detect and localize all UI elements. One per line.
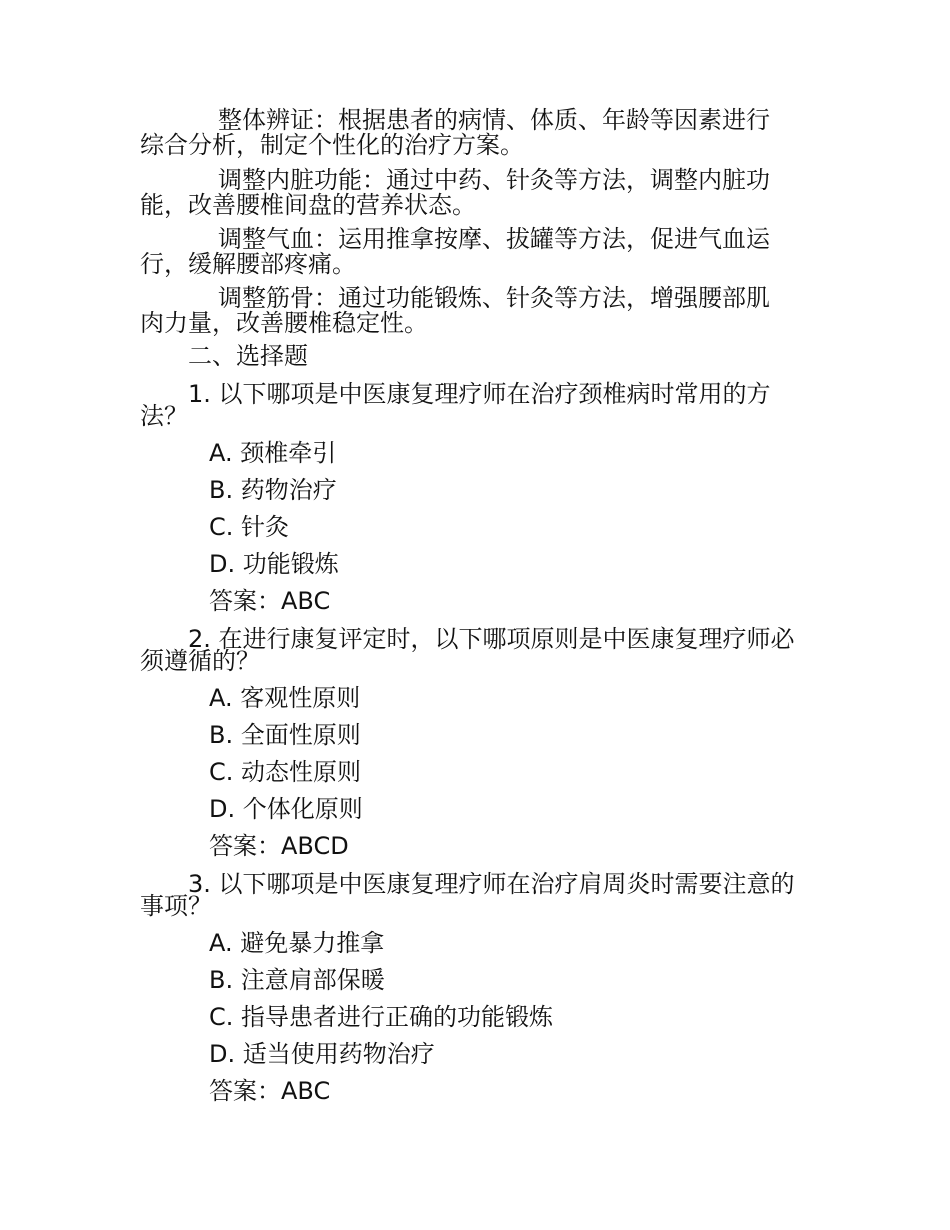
question-2-option-a: A. 客观性原则	[209, 684, 361, 712]
paragraph-organ-function	[140, 168, 820, 218]
question-1-option-b: B. 药物治疗	[209, 476, 337, 504]
question-1-option-a: A. 颈椎牵引	[209, 439, 337, 467]
question-1-option-c: C. 针灸	[209, 513, 290, 541]
paragraph-line: 行，缓解腰部疼痛。	[140, 250, 356, 278]
question-2-option-d: D. 个体化原则	[209, 795, 363, 823]
question-1	[140, 380, 830, 430]
paragraph-tendons-bones	[140, 286, 820, 336]
question-1-option-d: D. 功能锻炼	[209, 550, 339, 578]
paragraph-line: 综合分析，制定个性化的治疗方案。	[140, 131, 524, 159]
question-3-option-c: C. 指导患者进行正确的功能锻炼	[209, 1003, 554, 1031]
question-line: 须遵循的？	[140, 647, 260, 675]
question-2-option-c: C. 动态性原则	[209, 758, 362, 786]
paragraph-line: 调整筋骨：通过功能锻炼、针灸等方法，增强腰部肌	[218, 284, 770, 312]
question-2-answer: 答案：ABCD	[209, 832, 349, 860]
question-line: 3. 以下哪项是中医康复理疗师在治疗肩周炎时需要注意的	[188, 870, 795, 898]
question-3-option-b: B. 注意肩部保暖	[209, 966, 385, 994]
paragraph-line: 调整内脏功能：通过中药、针灸等方法，调整内脏功	[218, 166, 770, 194]
question-3-option-d: D. 适当使用药物治疗	[209, 1040, 435, 1068]
paragraph-line: 调整气血：运用推拿按摩、拔罐等方法，促进气血运	[218, 225, 770, 253]
question-3-answer: 答案：ABC	[209, 1077, 331, 1105]
paragraph-holistic-diagnosis	[140, 108, 820, 158]
question-1-answer: 答案：ABC	[209, 587, 331, 615]
paragraph-line: 能，改善腰椎间盘的营养状态。	[140, 191, 476, 219]
paragraph-line: 肉力量，改善腰椎稳定性。	[140, 309, 428, 337]
question-line: 1. 以下哪项是中医康复理疗师在治疗颈椎病时常用的方	[188, 380, 771, 408]
question-2	[140, 625, 830, 675]
paragraph-line: 整体辨证：根据患者的病情、体质、年龄等因素进行	[218, 106, 770, 134]
paragraph-qi-blood	[140, 227, 820, 277]
question-line: 事项？	[140, 892, 212, 920]
question-line: 2. 在进行康复评定时，以下哪项原则是中医康复理疗师必	[188, 625, 795, 653]
section-heading: 二、选择题	[188, 342, 308, 370]
question-line: 法？	[140, 402, 188, 430]
question-3	[140, 870, 830, 920]
question-2-option-b: B. 全面性原则	[209, 721, 361, 749]
question-3-option-a: A. 避免暴力推拿	[209, 929, 385, 957]
